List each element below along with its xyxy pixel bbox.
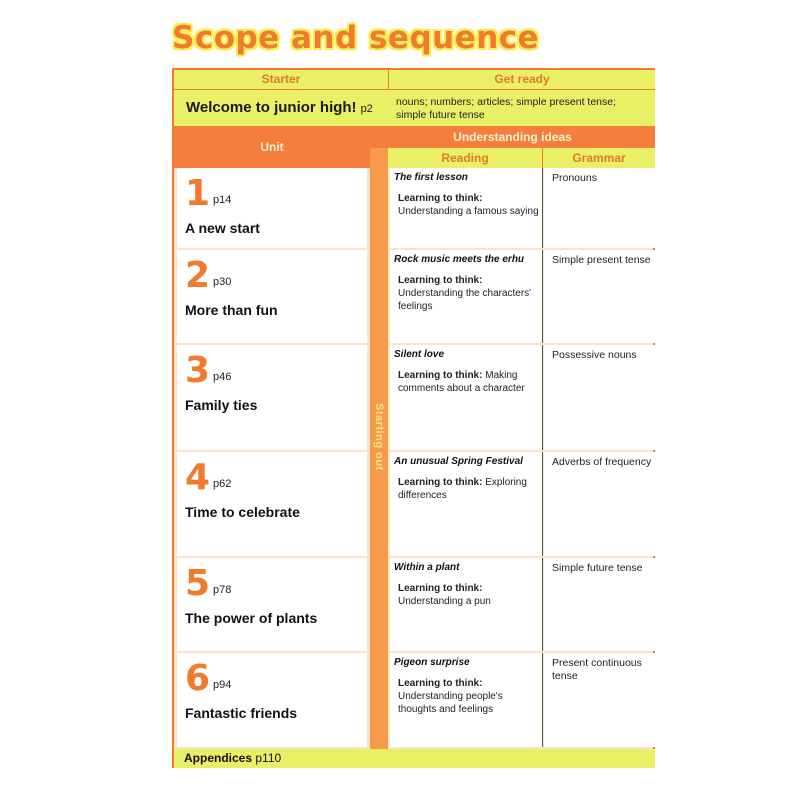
understanding-ideas-header: Understanding ideas bbox=[370, 126, 655, 148]
reading-title: Pigeon surprise bbox=[394, 657, 470, 668]
reading-title: An unusual Spring Festival bbox=[394, 456, 523, 467]
reading-title: Silent love bbox=[394, 349, 445, 360]
grammar-cell bbox=[544, 250, 655, 343]
learning-to-think bbox=[398, 369, 540, 395]
reading-header: Reading bbox=[388, 148, 543, 168]
unit-cell bbox=[177, 168, 367, 248]
grammar-cell bbox=[544, 452, 655, 556]
learning-to-think bbox=[398, 476, 540, 502]
learning-label: Learning to think: bbox=[398, 193, 483, 204]
reading-cell bbox=[390, 452, 543, 556]
unit-cell bbox=[177, 345, 367, 450]
reading-title: Rock music meets the erhu bbox=[394, 254, 525, 265]
unit-number: 4 bbox=[185, 457, 211, 498]
reading-title: Within a plant bbox=[394, 562, 460, 573]
learning-text: Understanding people's thoughts and feelings bbox=[398, 691, 503, 715]
learning-text: Making comments about a character bbox=[398, 370, 525, 394]
unit-name: More than fun bbox=[185, 302, 278, 318]
grammar-text: Pronouns bbox=[552, 172, 597, 184]
starting-out-label: Starting out bbox=[373, 403, 385, 471]
learning-label: Learning to think: bbox=[398, 370, 483, 381]
appendices-label: Appendices bbox=[184, 751, 253, 765]
reading-title: The first lesson bbox=[394, 172, 468, 183]
unit-name: Fantastic friends bbox=[185, 705, 298, 721]
unit-name: Family ties bbox=[185, 397, 258, 413]
learning-label: Learning to think: bbox=[398, 583, 483, 594]
grammar-text: Possessive nouns bbox=[552, 349, 637, 361]
unit-cell bbox=[177, 653, 367, 747]
unit-number: 3 bbox=[185, 350, 211, 391]
learning-label: Learning to think: bbox=[398, 678, 483, 689]
unit-number: 5 bbox=[185, 563, 211, 604]
starting-out-band bbox=[370, 148, 388, 749]
learning-to-think bbox=[398, 582, 540, 608]
learning-text: Understanding the characters' feelings bbox=[398, 288, 532, 312]
starter-title: Welcome to junior high! bbox=[186, 99, 357, 116]
grammar-text: Simple future tense bbox=[552, 562, 643, 574]
unit-cell bbox=[177, 250, 367, 343]
grammar-cell bbox=[544, 345, 655, 450]
unit-page: p14 bbox=[213, 194, 232, 206]
unit-page: p78 bbox=[213, 584, 232, 596]
appendices-row bbox=[174, 749, 655, 768]
grammar-cell bbox=[544, 558, 655, 651]
unit-page: p62 bbox=[213, 478, 232, 490]
learning-to-think bbox=[398, 677, 540, 716]
page-title: Scope and sequence bbox=[172, 20, 540, 56]
unit-number: 6 bbox=[185, 658, 211, 699]
learning-label: Learning to think: bbox=[398, 275, 483, 286]
appendices-page: p110 bbox=[255, 751, 282, 765]
unit-number: 1 bbox=[185, 173, 211, 214]
grammar-text: Simple present tense bbox=[552, 254, 651, 266]
learning-text: Exploring differences bbox=[398, 477, 527, 501]
unit-page: p30 bbox=[213, 276, 232, 288]
learning-label: Learning to think: bbox=[398, 477, 483, 488]
grammar-header: Grammar bbox=[543, 148, 655, 168]
reading-cell bbox=[390, 558, 543, 651]
learning-to-think bbox=[398, 274, 540, 313]
reading-cell bbox=[390, 250, 543, 343]
get-ready-topics: nouns; numbers; articles; simple present tense; simple future tense bbox=[396, 96, 617, 121]
unit-number: 2 bbox=[185, 255, 211, 296]
starter-header: Starter bbox=[174, 70, 389, 90]
grammar-cell bbox=[544, 168, 655, 248]
reading-cell bbox=[390, 653, 543, 747]
starter-page: p2 bbox=[360, 103, 373, 115]
unit-cell bbox=[177, 558, 367, 651]
grammar-text: Present continuous tense bbox=[552, 657, 642, 682]
learning-text: Understanding a famous saying bbox=[398, 206, 539, 217]
reading-cell bbox=[390, 345, 543, 450]
get-ready-header: Get ready bbox=[389, 70, 655, 90]
grammar-text: Adverbs of frequency bbox=[552, 456, 652, 468]
unit-header: Unit bbox=[174, 126, 370, 168]
unit-cell bbox=[177, 452, 367, 556]
unit-page: p46 bbox=[213, 371, 232, 383]
scope-table bbox=[172, 68, 655, 768]
unit-page: p94 bbox=[213, 679, 232, 691]
grammar-cell bbox=[544, 653, 655, 747]
unit-name: A new start bbox=[185, 220, 260, 236]
learning-text: Understanding a pun bbox=[398, 596, 491, 607]
reading-cell bbox=[390, 168, 543, 248]
learning-to-think bbox=[398, 192, 540, 218]
unit-name: Time to celebrate bbox=[185, 504, 300, 520]
unit-name: The power of plants bbox=[185, 610, 318, 626]
starter-unit bbox=[186, 99, 373, 116]
starter-row bbox=[174, 90, 655, 126]
